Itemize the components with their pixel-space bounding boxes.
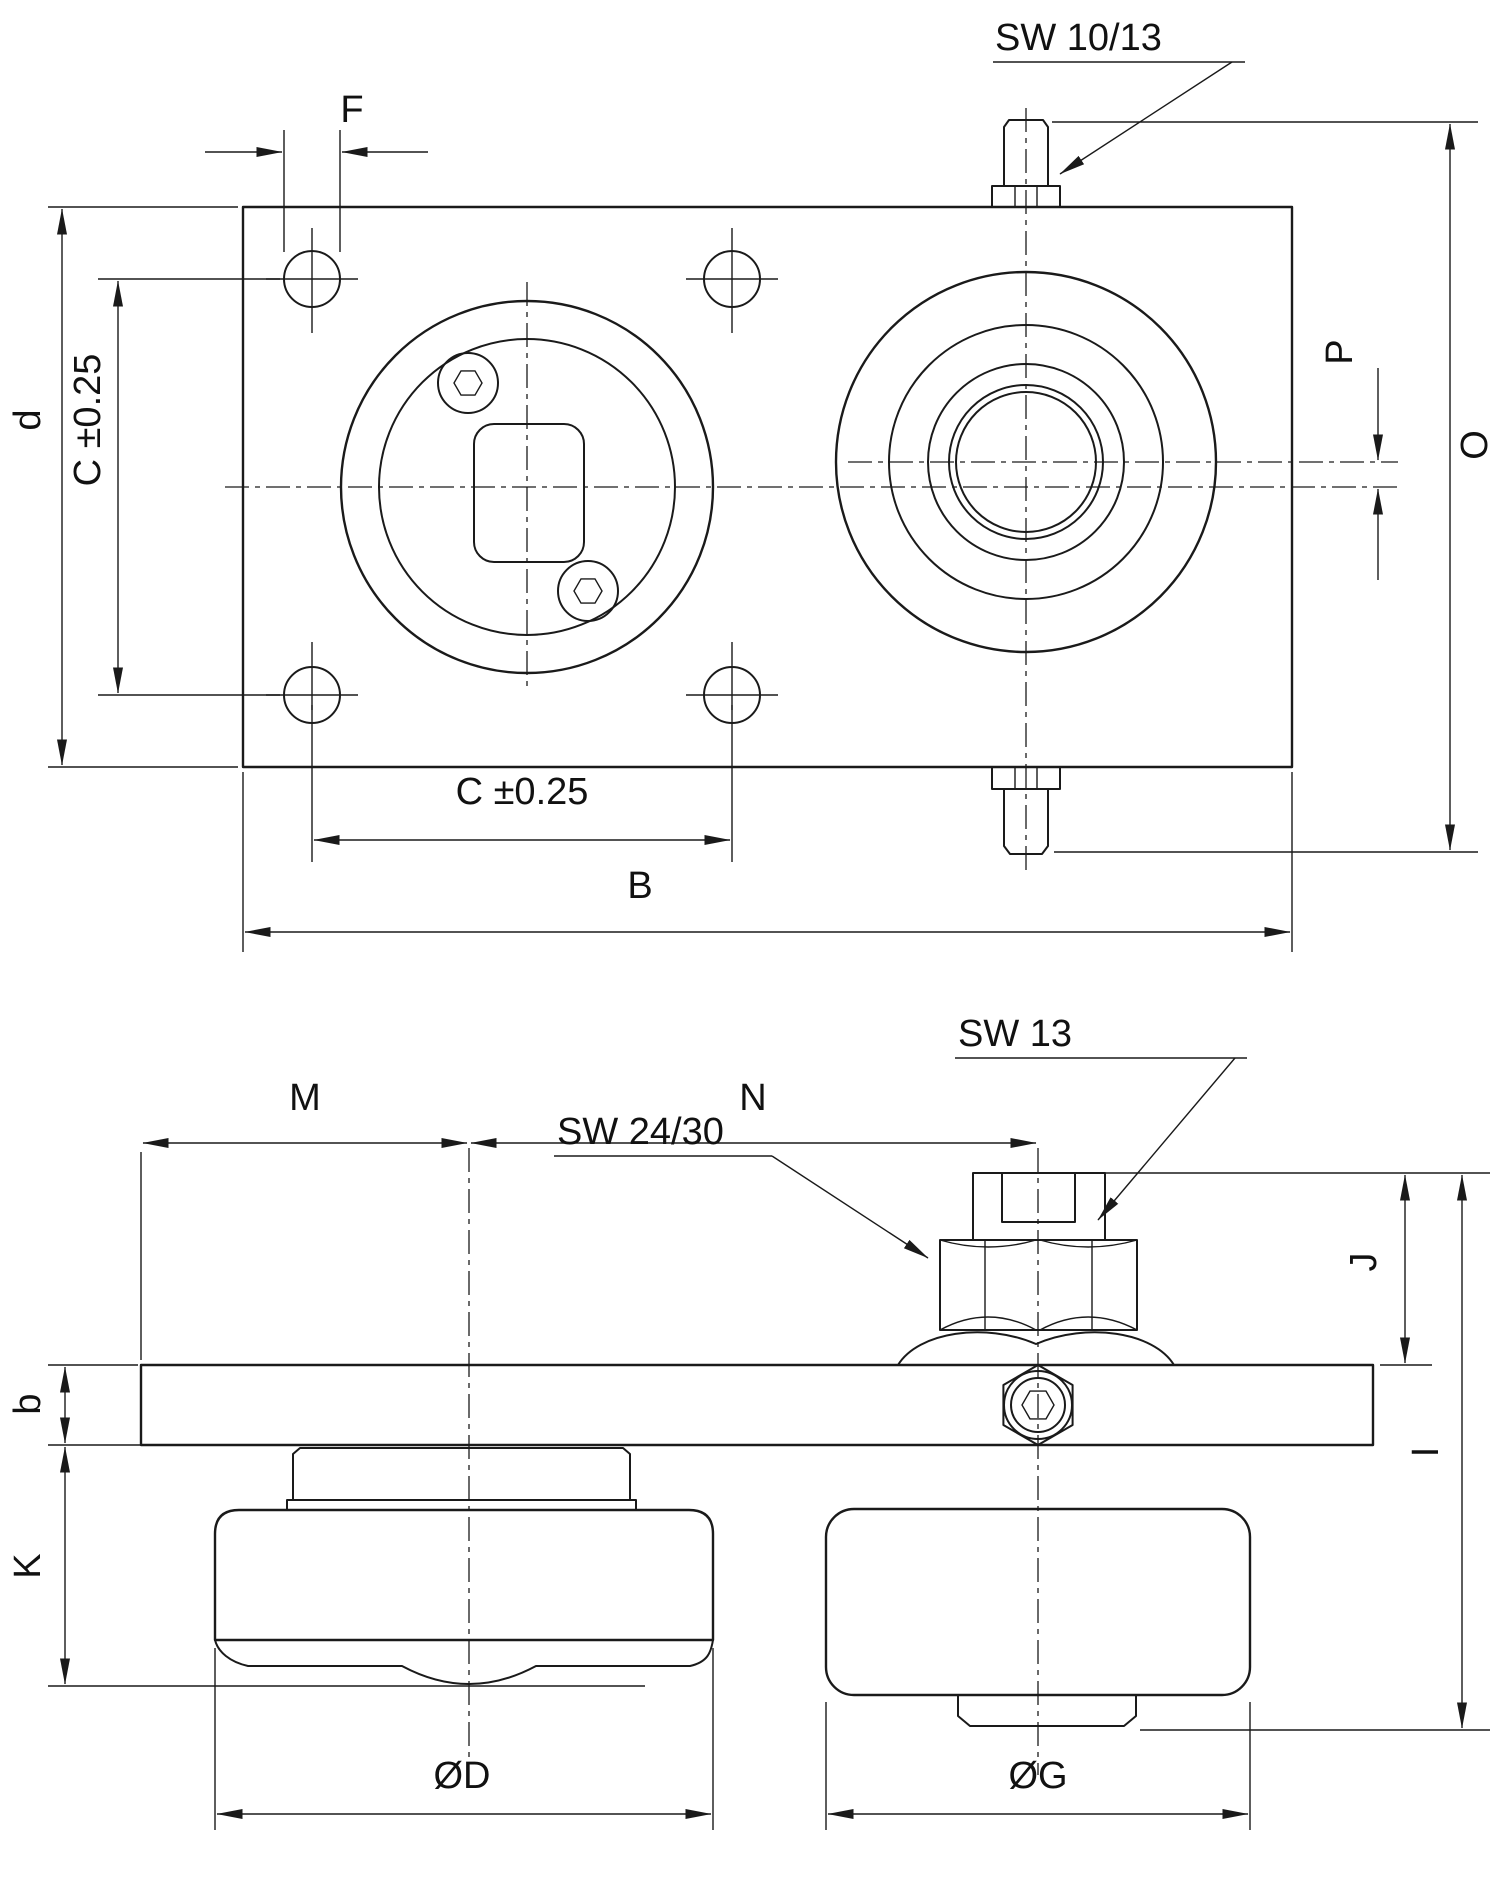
dimension-j xyxy=(1095,1173,1490,1365)
hole-crosshair xyxy=(266,228,358,333)
dimension-dia-d xyxy=(215,1648,713,1830)
socket-screw xyxy=(438,353,498,413)
dim-dia-g-label: ØG xyxy=(1008,1755,1068,1797)
dimension-dia-g xyxy=(826,1702,1250,1830)
dimension-k xyxy=(7,1447,645,1686)
dim-d-label: d xyxy=(7,409,49,431)
dim-f-label: F xyxy=(340,89,364,131)
dim-j-extension-lines xyxy=(1095,1173,1490,1365)
hole-crosshair xyxy=(686,228,778,333)
dim-i-label: I xyxy=(1405,1446,1447,1458)
socket-screw-hex xyxy=(454,371,482,395)
dim-o-label: O xyxy=(1454,430,1496,460)
wheel-left-body xyxy=(215,1510,713,1640)
base-plate-section xyxy=(141,1365,1373,1445)
adjusting-bolt xyxy=(898,1173,1174,1445)
callout-sw-13-label: SW 13 xyxy=(958,1013,1073,1055)
bolt-head-sw13 xyxy=(973,1173,1105,1240)
wheel-left-skirt-and-ball xyxy=(215,1640,713,1684)
hole-crosshair xyxy=(686,642,778,710)
bushing-left-lip xyxy=(287,1500,636,1510)
dim-c-vert-label: C ±0.25 xyxy=(67,353,109,487)
callout-leader xyxy=(1060,62,1232,174)
dim-b-thk-label: b xyxy=(7,1393,49,1415)
dimension-b-length xyxy=(243,772,1292,952)
bushing-left xyxy=(293,1448,630,1500)
hole-crosshair xyxy=(266,642,358,710)
dimension-m xyxy=(141,1077,467,1360)
left-wheel-assembly xyxy=(215,1448,713,1684)
dim-b-extension-lines xyxy=(243,772,1292,952)
callout-sw-10-13 xyxy=(993,17,1245,174)
callout-leader xyxy=(772,1156,928,1258)
dim-m-label: M xyxy=(289,1077,321,1119)
dimension-f xyxy=(205,89,428,252)
dimension-i xyxy=(1140,1175,1490,1730)
dimension-d xyxy=(7,207,238,767)
dim-n-label: N xyxy=(739,1077,767,1119)
socket-screw-hex xyxy=(574,579,602,603)
center-square-hole xyxy=(474,424,584,562)
dim-c-vert-extension-lines xyxy=(98,279,280,695)
dim-dia-d-label: ØD xyxy=(433,1755,491,1797)
callout-sw-24-30-label: SW 24/30 xyxy=(557,1111,724,1153)
dim-p-label: P xyxy=(1319,339,1361,365)
socket-screw xyxy=(558,561,618,621)
dim-b-thk-extension-lines xyxy=(48,1365,175,1445)
dim-dia-d-extension-lines xyxy=(215,1648,713,1830)
dome-washer xyxy=(898,1332,1174,1365)
dimension-n xyxy=(471,1077,1036,1143)
callout-leader xyxy=(1098,1058,1235,1220)
callout-sw-24-30 xyxy=(554,1111,928,1258)
bushing-right xyxy=(958,1695,1136,1726)
dimension-p xyxy=(1319,339,1378,580)
dim-c-horiz-label: C ±0.25 xyxy=(455,771,589,813)
side-view xyxy=(7,1013,1490,1830)
dimension-b-thickness xyxy=(7,1365,175,1445)
dim-j-label: J xyxy=(1343,1252,1385,1272)
dimension-c-horizontal xyxy=(312,705,732,862)
callout-sw-10-13-label: SW 10/13 xyxy=(995,17,1162,59)
dim-k-label: K xyxy=(7,1553,49,1579)
callout-sw-13 xyxy=(955,1013,1247,1220)
dim-b-label: B xyxy=(627,865,653,907)
top-view xyxy=(7,17,1496,952)
